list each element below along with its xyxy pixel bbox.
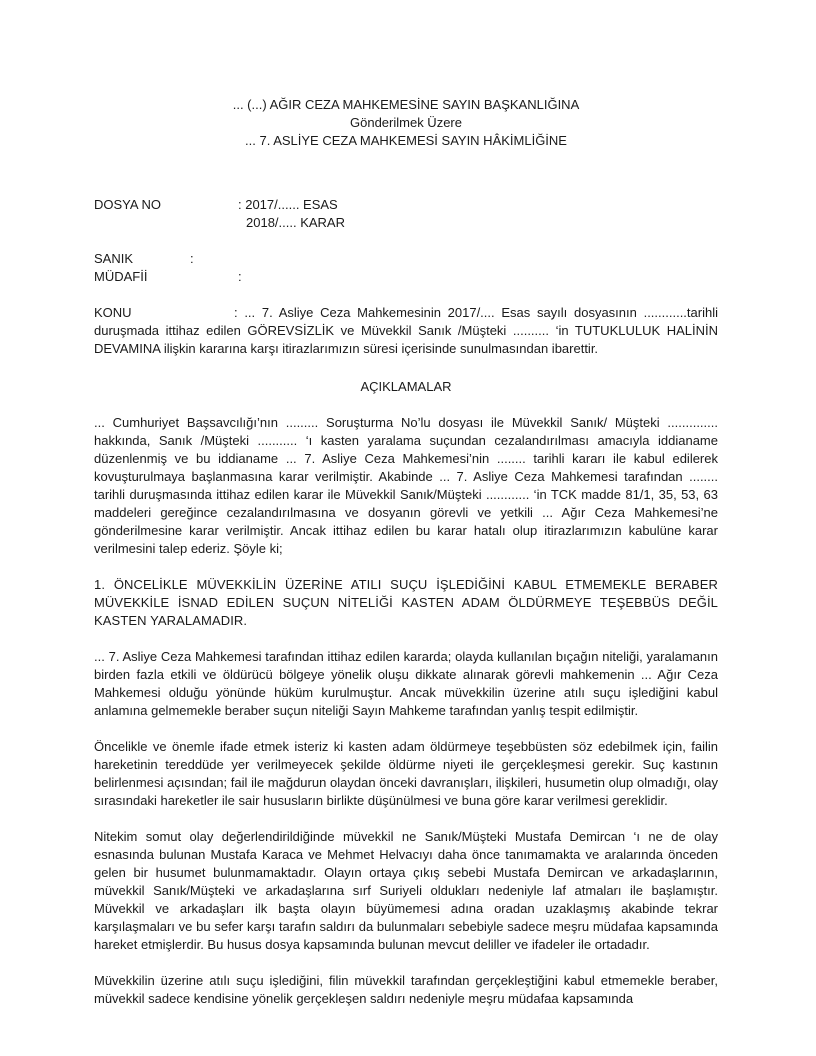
mudafi-colon: : <box>238 269 242 284</box>
konu-label: KONU <box>94 305 132 320</box>
paragraph-objection-heading: 1. ÖNCELİKLE MÜVEKKİLİN ÜZERİNE ATILI SUÇU İŞLEDİĞİNİ KABUL ETMEMEKLE BERABER MÜVEKKİLE İSNAD EDİLEN SUÇUN NİTELİĞİ KASTEN ADAM ÖLDÜRMEYE TEŞEBBÜS DEĞİL KASTEN YARALAMADIR. <box>94 577 718 628</box>
mudafi-label: MÜDAFİİ <box>94 269 148 284</box>
document-page <box>94 96 718 1026</box>
dosya-karar-value: 2018/..... KARAR <box>246 215 345 230</box>
sanik-colon: : <box>190 251 194 266</box>
konu-block <box>94 304 718 358</box>
sanik-label: SANIK <box>94 251 134 266</box>
dosya-row <box>94 196 718 214</box>
mudafi-row <box>94 268 718 286</box>
paragraph-self-defense: Müvekkilin üzerine atılı suçu işlediğini, filin müvekkil tarafından gerçekleştiğini kabul etmemekle beraber, müvekkil sadece kendisine yönelik gerçekleşen saldırı nedeniyle meşru müdafaa kapsamında <box>94 973 718 1006</box>
paragraph-background: ... Cumhuriyet Başsavcılığı’nın ......... Soruşturma No’lu dosyası ile Müvekkil Sanık/ Müşteki .............. hakkında, Sanık /Müşteki ........... ‘ı kasten yaralama suçundan cezalandırılması amacıyla iddianame düzenlenmiş ve bu iddianame ... 7. Asliye Ceza Mahkemesi’nin ........ tarihli kararı ile kabul edilerek kovuşturulmaya başlanmasına karar verilmiştir. Akabinde ... 7. Asliye Ceza Mahkemesi tarafından ........ tarihli duruşmasında ittihaz edilen karar ile Müvekkil Sanık/Müşteki ............ ‘in TCK madde 81/1, 35, 53, 63 maddeleri gereğince cezalandırılmasına ve dosyanın görevli ve yetkili ... Ağır Ceza Mahkemesi’ne gönderilmesine karar verilmiştir. Ancak ittihaz edilen bu karar hatalı olup itirazlarımızın kabulüne karar verilmesini talep ederiz. Şöyle ki; <box>94 415 718 556</box>
sanik-row <box>94 250 718 268</box>
dosya-karar-row <box>94 214 718 232</box>
paragraph-facts: Nitekim somut olay değerlendirildiğinde müvekkil ne Sanık/Müşteki Mustafa Demircan ‘ı ne de olay esnasında bulunan Mustafa Karaca ve Mehmet Helvacıyı daha önce tanımamakta ve aralarında önceden gelen bir husumet bulunmamaktadır. Olayın ortaya çıkış sebebi Mustafa Demircan ve arkadaşlarının, müvekkil Sanık/Müşteki ve arkadaşlarına sırf Suriyeli oldukları nedeniyle laf atmaları ile başlamıştır. Müvekkil ve arkadaşları ilk başta olayın büyümemesi adına oradan uzaklaşmış akabinde tekrar karşılaşmaları ve bu sefer karşı tarafın saldırı da bulunmaları sebebiyle sadece meşru müdafaa kapsamında hareket etmişlerdir. Bu husus dosya kapsamında bulunan mevcut deliller ve ifadeler ile ortadadır. <box>94 829 718 952</box>
paragraph-court-decision: ... 7. Asliye Ceza Mahkemesi tarafından ittihaz edilen kararda; olayda kullanılan bıçağın niteliği, yaralamanın birden fazla etkili ve öldürücü bölgeye yönelik oluşu dikkate alınarak görevli mahkemenin ... Ağır Ceza Mahkemesi olduğu yönünde hüküm kurulmuştur. Ancak müvekkilin üzerine atılı suçu işlediğini kabul anlamına gelmemekle beraber suçun niteliği Sayın Mahkeme tarafından yanlış tespit edilmiştir. <box>94 649 718 718</box>
heading-court-addressee: ... (...) AĞIR CEZA MAHKEMESİNE SAYIN BAŞKANLIĞINA <box>232 97 580 112</box>
document-heading <box>94 96 718 150</box>
section-title: AÇIKLAMALAR <box>360 379 452 394</box>
dosya-label: DOSYA NO <box>94 197 161 212</box>
heading-forwarding-note: Gönderilmek Üzere <box>350 115 462 130</box>
heading-judge-addressee: ... 7. ASLİYE CEZA MAHKEMESİ SAYIN HÂKİMLİĞİNE <box>245 133 567 148</box>
case-fields <box>94 196 718 286</box>
paragraph-intent: Öncelikle ve önemle ifade etmek isteriz ki kasten adam öldürmeye teşebbüsten söz edebilmek için, failin hareketinin tereddüde yer verilmeyecek şekilde öldürme niyeti ile gerçekleşmesi gerekir. Suç kastının belirlenmesi açısından; fail ile mağdurun olaydan önceki davranışları, ilişkileri, husumetin olup olmadığı, olay sırasındaki hareketler ile sair hususların birlikte düşünülmesi ve buna göre karar verilmesi gereklidir. <box>94 739 718 808</box>
konu-text: : ... 7. Asliye Ceza Mahkemesinin 2017/.... Esas sayılı dosyasının ............tarihli duruşmada ittihaz edilen GÖREVSİZLİK ve Müvekkil Sanık /Müşteki .......... ‘in TUTUKLULUK HALİNİN DEVAMINA ilişkin kararına karşı itirazlarımızın süresi içerisinde sunulmasından ibarettir. <box>94 305 718 356</box>
dosya-esas-value: : 2017/...... ESAS <box>238 197 338 212</box>
